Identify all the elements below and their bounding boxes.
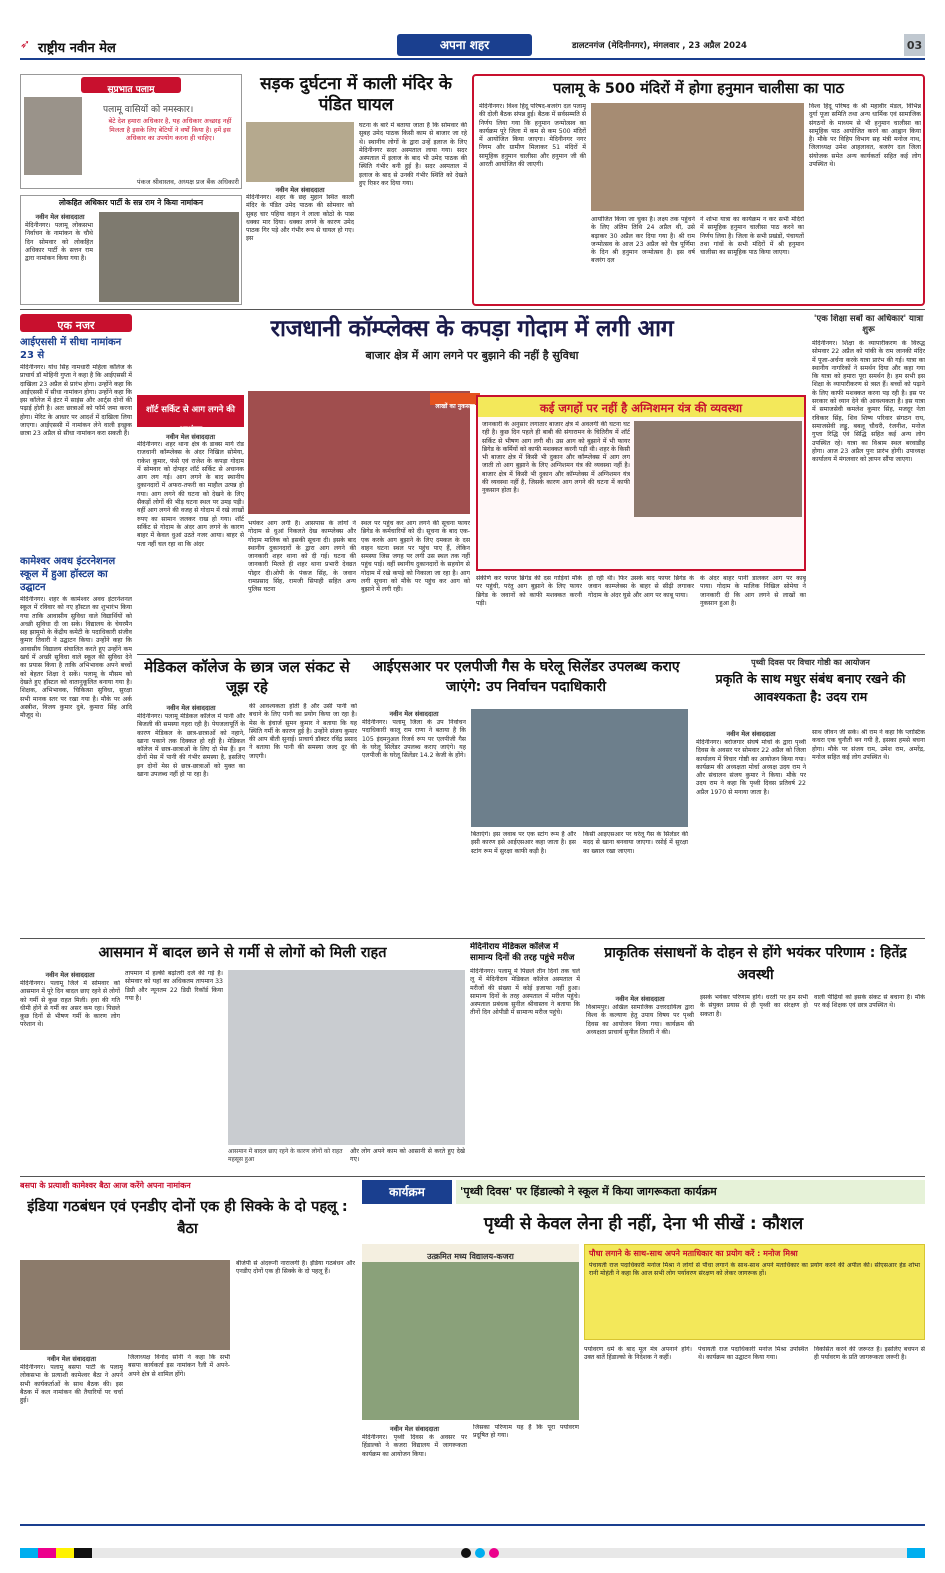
section-banner: अपना शहर — [397, 34, 532, 56]
fire-tail3: के अंदर बाहर पानी डालकर आग पर काबू पाया। गोदाम के मालिक निखिल सोमेया ने जानकारी दी कि आग लगने से लाखों का नुकसान हुआ है। — [700, 575, 806, 607]
fire-col2: भयंकर आग लगी है। आसपास के लोगों ने गोदाम से धुआं निकलते देख काम्प्लेक्स और गोदाम मालिक को इसकी सूचना दी। इसके बाद स्थानीय दुकानदारों के द्वारा आग लगने की जानकारी शहर थाना को दी गई। घटना की जानकारी मिलते ही शहर थाना प्रभारी देवव्रत पोद्दार दी।ओपी के पंकज सिंह, के जवान रामप्रसाद सिंह, रामजी सिपाही सहित अन्य पुलिस घटना — [248, 520, 356, 594]
hostel-headline: कामेश्वर अवध इंटरनेशनल स्कूल में हुआ हॉस्टल का उद्घाटन — [20, 556, 116, 593]
lpg-col3: किसी आइएसआर पर घरेलू गैस के सिलेंडर की मदद से खाना बनवाया जाएगा। रसोई में सुरक्षा का ख्याल रखा जाएगा। — [583, 831, 688, 855]
medical-headline: मेडिकल कॉलेज के छात्र जल संकट से जूझ रहे — [144, 658, 350, 696]
suprabhat-title: सुप्रभात पलामू — [81, 77, 181, 93]
isc-headline: आईएससी में सीधा नामांकन 23 से — [20, 337, 122, 361]
india-headline: इंडिया गठबंधन एवं एनडीए दोनों एक ही सिक्के के दो पहलू : बैठा — [27, 1199, 348, 1237]
india-byline: नवीन मेल संवाददाता — [47, 1355, 96, 1363]
medinirai-article — [470, 942, 580, 1174]
yellow-swatch — [56, 1548, 74, 1558]
ek-nazar-label: एक नजर — [20, 314, 132, 332]
hitendra-article — [586, 942, 925, 1174]
aasman-tail: और लोग अपने काम को आसानी से करते हुए देखे गए। — [350, 1148, 465, 1164]
fire-subhead: बाजार क्षेत्र में आग लगने पर बुझाने की नहीं है सुविधा — [365, 349, 579, 362]
portrait-photo — [24, 97, 82, 175]
accident-col1: मेदिनीनगर। शहर के छह मुहान स्थित काली मंदिर के पंडित उमेद पाठक की सोमवार को सुबह चार पहिया वाहन ने लाला कोठो के पास धक्का मार दिया। धक्का लगने के कारण उमेद पाठक गिर पड़े और गंभीर रूप से घायल हो गए। इस — [246, 194, 354, 243]
fire-byline: नवीन मेल संवाददाता — [166, 433, 215, 441]
black-swatch — [74, 1548, 92, 1558]
hanuman-col4: विश्व हिंदू परिषद के श्री महावीर मंडल, विभिन्न दुर्गा पूजा समिति तथा अन्य धार्मिक एवं सामाजिक संगठनों के माध्यम से भी हनुमान चालीसा का सामूहिक पाठ आयोजित करने का आह्वान किया है। मौके पर विहिप विभाग सह मंत्री मनोज नाथ, जिलाध्यक्ष उमेश आहलावत, बजरंग दल जिला संयोजक समेत अन्य कार्यकर्ता सहित कई लोग उपस्थित थे। — [809, 103, 921, 169]
lpg-col1: मेदिनीनगर। पलामू जिला के उप निर्वाचन पदाधिकारी कालू राम राणा ने बताया है कि 105 इंदमनुअल रिजर्व रूप पर एलपीजी गैस के घरेलू सिलेंडर उपलब्ध कराए जाएंगे। यह एलपीजी के घरेलू सिलेंडर 14.2 केजी के होंगे। — [362, 719, 466, 760]
meeting-photo — [591, 103, 804, 211]
shiksha-article — [812, 314, 925, 654]
fire-headline: राजधानी कॉम्प्लेक्स के कपड़ा गोदाम में लगी आग — [270, 316, 674, 342]
registration-strip — [20, 1548, 925, 1558]
accident-byline: नवीन मेल संवाददाता — [275, 186, 325, 194]
divider — [20, 1524, 925, 1526]
karyakram-col4: पंचायती राज पदाधिकारी मनोज मिश्रा उपस्थित थे। कार्यक्रम का उद्घाटन किया गया। — [698, 1346, 808, 1362]
divider — [137, 654, 925, 655]
india-pre: बसपा के प्रत्याशी कामेश्वर बैठा आज करेंगे अपना नामांकन — [20, 1181, 191, 1190]
medinirai-body: मेदिनीनगर। पलामू में पिछले तीन दिनों तक चले लू में मेदिनीराय मेडिकल कॉलेज अस्पताल में मरीजों की संख्या में कोई इजाफा नहीं हुआ। सामान्य दिनों के तरह अस्पताल में मरीज पहुंचे। अस्पताल प्रबंधक सुनील श्रीवास्तव ने बताया कि तीनों दिन ओपीडी में सामान्य मरीज पहुंचे। — [470, 968, 580, 1017]
fire-safety-box — [476, 395, 806, 571]
cyan-swatch — [20, 1548, 38, 1558]
aasman-article — [20, 942, 465, 1174]
prakriti-article — [696, 657, 925, 937]
voter-box-body: पंचायती राज पदाधिकारी मनोज मिश्रा ने लोगों से पौधा लगाने के साथ-साथ अपने मताधिकार का प्रयोग करने की अपील की। सीएसआर हेड शोभा रानी मोहंती ने कहा कि आज सभी लोग पर्यावरण संरक्षण को लेकर जागरूक हों। — [589, 1262, 920, 1278]
lpg-article — [362, 657, 690, 937]
hitendra-col3: वाली पीढ़ियों को इसके संकट से बचाना है। मौके पर कई शिक्षक एवं छात्र उपस्थित थे। — [814, 994, 925, 1010]
aasman-caption: आसमान में बादल छाए रहने के कारण लोगों को राहत महसूस हुआ — [228, 1148, 343, 1163]
aasman-headline: आसमान में बादल छाने से गर्मी से लोगों को मिली राहत — [98, 945, 387, 961]
fire-safety-banner: कई जगहों पर नहीं है अग्निशमन यंत्र की व्यवस्था — [478, 397, 804, 417]
prakriti-byline: नवीन मेल संवाददाता — [726, 730, 776, 738]
magenta-swatch — [489, 1548, 499, 1558]
lpg-headline: आईएसआर पर एलपीजी गैस के घरेलू सिलेंडर उपलब्ध कराए जाएंगे: उप निर्वाचन पदाधिकारी — [372, 659, 680, 695]
fire-article — [137, 313, 807, 653]
karyakram-col1: मेदिनीनगर। पृथ्वी दिवस के अवसर पर हिंडाल्को ने कजरा विद्यालय में जागरूकता कार्यक्रम का आयोजन किया। — [362, 1434, 467, 1458]
officer-photo — [471, 709, 688, 827]
suprabhat-person: पंकज श्रीवास्तव, अध्यक्ष प्रज बैंक अधिकारी — [136, 178, 239, 186]
suprabhat-greeting: पलामू वासियों को नमस्कार। — [103, 105, 194, 115]
suprabhat-box — [20, 74, 242, 189]
hanuman-article — [472, 74, 925, 306]
lpg-col2: बिताएंगे। इस जवाब पर एक स्टांग रूम है और इसी कारण इसे आईएसआर कहा जाता है। इस स्टांग रूम में सुरक्षा काफी कड़ी है। — [471, 831, 576, 855]
divider — [20, 309, 925, 310]
hitendra-byline: नवीन मेल संवाददाता — [615, 995, 665, 1003]
ek-nazar-sidebar — [20, 314, 132, 934]
lpg-byline: नवीन मेल संवाददाता — [389, 710, 439, 718]
magenta-swatch — [38, 1548, 56, 1558]
prakriti-col2: साथ जीवन जी सकें। श्री राम ने कहा कि प्लास्टिक कचरा एक चुनौती बन गयी है, इसका हमसे बचना होगा। मौके पर संजय राम, उमेश राम, अमरेंद्र, मनोज सहित कई लोग उपस्थित थे। — [812, 729, 925, 761]
fire-tail1: संकीर्ण कर फायर ब्रिगेड की दस गाड़ियां मौके पर पहुंची, परंतु आग बुझाने के लिए फायर ब्रिगेड के जवानों को काफी मशक्कत करनी पड़ी। — [476, 575, 582, 607]
india-col3: बीजेपी से अंदरूनी नाराजगी है। इंडिया गठबंधन और एनडीए दोनों एक ही सिक्के के दो पहलू हैं। — [236, 1260, 355, 1276]
lokhit-byline: नवीन मेल संवाददाता — [35, 213, 85, 221]
short-circuit-label: शॉर्ट सर्किट से आग लगने की आशंका — [137, 395, 244, 427]
karyakram-label: कार्यक्रम — [362, 1180, 452, 1204]
masthead — [20, 34, 925, 60]
injured-photo — [246, 122, 354, 182]
accident-article — [246, 74, 468, 306]
hitendra-col1: विश्रामपुर। अखिल सामाजिक उत्तरदायित्व द्वारा विश्व के कल्याण हेतु उपाय विषय पर पृथ्वी दिवस का आयोजन किया गया। कार्यक्रम की अध्यक्षता प्राचार्य सुनील तिवारी ने की। — [586, 1004, 694, 1036]
hostel-body: मेदिनीनगर। शहर के कामेश्वर अवध इंटरनेशनल स्कूल में रविवार को नए हॉस्टल का शुभारंभ किया गया ताकि आवासीय सुविधा वाले विद्यार्थियों को अच्छी सुविधा दी जा सके। विद्यालय के चेयरमैन सह झामुमो के केंद्रीय कमेटी के पदाधिकारी संजीव कुमार तिवारी ने उद्घाटन किया। उन्होंने कहा कि आवासीय विद्यालय संचालित करते हुए उन्होंने कम खर्च में अच्छी सुविधा वाले स्कूल की सुविधा देने का प्रयास किया है ताकि अभिभावक अपने बच्चों को बेहतर शिक्षा दे सकें। पलामू के मौसम को देखते हुए हॉस्टल को वातानुकूलित बनाया गया है। शिक्षक, अभिभावक, चिकित्सा सुविधा, सुरक्षा सभी मानक स्तर पर रखा गया है। मौके पर अर्क अस्त्रीश, विजय कुमार दुबे, कुमारा सिंह आदि मौजूद थे। — [20, 596, 132, 720]
fire-tail2: हो रही थी। फिर उसके बाद फायर ब्रिगेड के जवान काम्प्लेक्स के बाहर से सीढ़ी लगाकर गोदाम के अंदर घुसे और आग पर काबू पाया। — [588, 575, 694, 599]
karyakram-col3: पर्यावरण धर्म के बाद मूल मंत्र अपनाने होंगे। उक्त बातें हिंडाल्को के निदेशक ने कहीं। — [584, 1346, 692, 1362]
cyan-swatch — [907, 1548, 925, 1558]
prakriti-pre: पृथ्वी दिवस पर विचार गोष्ठी का आयोजन — [751, 658, 870, 667]
prakriti-col1: मेदिनीनगर। बरोजगार संघर्ष मोर्चा के द्वारा पृथ्वी दिवस के अवसर पर सोमवार 22 अप्रैल को जिला कार्यालय में विचार गोष्ठी का आयोजन किया गया। कार्यक्रम की अध्यक्षता मोर्चा अध्यक्ष उदय राम ने और संचालन संजय कुमार ने किया। मौके पर उदय राम ने कहा कि पृथ्वी दिवस प्रतिवर्ष 22 अप्रैल 1970 से मनाया जाता है। — [696, 739, 806, 796]
karyakram-byline: नवीन मेल संवाददाता — [390, 1425, 439, 1433]
hitendra-headline: प्राकृतिक संसाधनों के दोहन से होंगे भयंकर परिणाम : हितेंद्र अवस्थी — [604, 945, 907, 983]
paper-name: राष्ट्रीय नवीन मेल — [38, 41, 116, 56]
register-mark-icon — [461, 1548, 471, 1558]
voter-box — [584, 1244, 925, 1340]
fire-crowd-photo — [634, 421, 802, 517]
medical-col2: की आवश्यकता होती है और उसी पानी को बचाने के लिए पानी का प्रयोग किया जा रहा है। मेस के इंचार्ज सुमन कुमार ने बताया कि यह स्थिति गर्मी के कारण हुई है। उन्होंने संजय कुमार की आप बीती सुनाई। प्राचार्य डॉक्टर रविंद्र प्रसाद ने बताया कि पानी की समस्या जल्द दूर की जाएगी। — [249, 703, 357, 760]
hanuman-headline: पलामू के 500 मंदिरों में होगा हनुमान चालीसा का पाठ — [553, 81, 844, 97]
school-photo — [362, 1244, 579, 1420]
shiksha-body: मेदिनीनगर। शिक्षा के व्यापारीकरण के विरुद्ध सोमवार 22 अप्रैल को पांकी के राम जानकी मंदिर में पूजा-अर्चना करके यात्रा प्रारंभ की गई। यात्रा का स्थानीय नागरिकों ने समर्थन दिया और कहा गया कि यात्रा को हमारा पूरा समर्थन है। हम सभी इस शिक्षा के व्यापारीकरण से त्रस्त हैं। बच्चों को पढ़ाने के लिए काफी मशक्कत करना पड़ रही है। इस पर सरकार को ध्यान देने की आवश्यकता है। इस यात्रा में समाजसेवी कमलेश कुमार सिंह, मजदूर नेता रविकार सिंह, शिव शिष्य परिवार संगठन राय, समाजसेवी लड्डु, बबलू चौधरी, रंजनीश, मनोज गुप्ता रिद्धि एवं सिद्धि सहित कई अन्य लोग उपस्थित रहे। यात्रा का विश्राम स्थल बरवाडीह होगा। आज 23 अप्रैल पुनः प्रारंभ होगी। उपाध्यक्ष कार्यालय में मंगलवार को ज्ञापन सौंपा जाएगा। — [812, 340, 925, 464]
fire-col1: मेदिनीनगर। शहर थाना क्षेत्र के डाक्स मार्ग रोड राजधानी कॉम्प्लेक्स के अंदर निखिल सोमेया, राकेश कुमार, फंसे एवं राजेश के कपड़ा गोदाम में सोमवार को दोपहर शॉर्ट सर्किट से अचानक आग लग गई। आग लगने के बाद स्थानीय दुकानदारों में अफरा-तफरी का माहौल उत्पन्न हो गया। आग लगने की घटना को देखने के लिए सैकड़ों लोगों की भीड़ घटना स्थल पर उमड़ पड़ी। वहीं आग लगने की वजह से गोदाम में रखे लाखों रुपए का सामान जलकर राख हो गया। शॉर्ट सर्किट से गोदाम के अंदर आग लगने के कारण बाहर में केवल धुआं उठते नजर आया। बाहर से पता नहीं चल रहा था कि अंदर — [137, 441, 244, 548]
fire-safety-body: जानकारी के अनुसार लगातार बाजार क्षेत्र में अवलगी की घटना घट रही है। कुछ दिन पहले ही बाबी की संगारामन के चितिरीय में शॉर्ट सर्किट से भीषण आग लगी थी। उस आग को बुझाने में भी फायर ब्रिगेड के कर्मियों को काफी मशक्कत करनी पड़ी थी। शहर के किसी भी बाजार क्षेत्र में किसी भी दुकान और कॉम्प्लेक्स में आग लग जाती तो आग बुझाने के लिए अग्निशमन यंत्र की व्यवस्था नहीं है। बाजार क्षेत्र में किसी भी दुकान और कॉम्प्लेक्स में अग्निशमन यंत्र की व्यवस्था नहीं है, जिसके कारण आग लगने की घटना में काफी नुकसान होता है। — [482, 421, 630, 495]
candidate-photo — [20, 1260, 230, 1350]
damage-tag: लाखों का नुकसान — [430, 393, 480, 405]
karyakram-col2: जिसका परिणाम यह है कि पूरा पर्यावरण प्रदूषित हो गया। — [473, 1424, 579, 1440]
bird-logo-icon: ➶ — [20, 37, 31, 51]
lokhit-article — [20, 195, 242, 305]
accident-col2: घटना के बारे में बताया जाता है कि सोमवार की सुबह उमेद पाठक किसी काम से बाजार जा रहे थे। स्थानीय लोगों के द्वारा उन्हें इलाज के लिए मेदिनीनगर सदर अस्पताल लाया गया। सदर अस्पताल में इलाज के बाद भी उमेद पाठक की स्थिति गंभीर बनी हुई है। सदर अस्पताल में इलाज के बाद से उनकी गंभीर स्थिति को देखते हुए रिफ़र कर दिया गया। — [359, 122, 467, 188]
lokhit-body: मेदिनीनगर। पलामू लोकसभा निर्वाचन के नामांकन के चौथे दिन सोमवार को लोकहित अधिकार पार्टी के सत्तन राम द्वारा नामांकन किया गया है। — [25, 222, 93, 263]
hitendra-col2: इसके भयंकर परिणाम होंगे। धरती पर हम सभी के संयुक्त प्रयास से ही पृथ्वी का संरक्षण हो सकता है। — [700, 994, 808, 1018]
prakriti-headline: प्रकृति के साथ मधुर संबंध बनाए रखने की आवश्यकता है: उदय राम — [715, 671, 906, 704]
dateline: डालटनगंज (मेदिनीनगर), मंगलवार , 23 अप्रैल 2024 — [572, 41, 747, 51]
karyakram-article — [362, 1180, 925, 1520]
aasman-col1: मेदिनीनगर। पलामू जिले में सोमवार को आसमान में पूरे दिन बादल छाए रहने से लोगों को गर्मी से कुछ राहत मिली। हवा की गति धीमी होने से गर्मी का असर कम रहा। पिछले कुछ दिनों से भीषण गर्मी के कारण लोग परेशान थे। — [20, 980, 120, 1029]
suprabhat-message: बेटे देश हमारा अधिकार है, यह अधिकार अच्छाइ नहीं मिलता है इसके लिए बेटियों ने वर्षों किया है। हमें इस अधिकार का उपयोग करना ही चाहिए। — [108, 117, 232, 143]
fire-col3: स्थल पर पहुंच कर आग लगने की सूचना फायर ब्रिगेड के कर्मचारियों को दी। सूचना के बाद एक-एक करके आग बुझाने के लिए दमकल के दस वाहन घटना स्थल पर पहुंच पाए हैं, लेकिन समस्या जिस जगह पर लगी उस स्थल तक नहीं पहुंच पाई। वहीं स्थानीय दुकानदारों के सहयोग से गोदाम में रखे कपड़े को निकाला जा रहा है। आग लगी सूचना को मौके पर पहुंच कर आग को बुझाने में लगी रही। — [361, 520, 470, 594]
hanuman-col1: मेदिनीनगर। विश्व हिंदू परिषद-बजरंग दल पलामू की दोली बैठक संपन्न हुई। बैठक में सर्वसम्मति से निर्णय लिया गया कि हनुमान जन्मोत्सव का कार्यक्रम पूरे जिला में कम से कम 500 मंदिरों में आयोजित किया जाएगा। मेदिनीनगर नगर निगम और ग्रामीण मिलाकर 51 मंदिरों में सामूहिक हनुमान चालीसा और हनुमान जी की आरती आयोजित की जाएगी। — [479, 103, 586, 169]
accident-headline: सड़क दुर्घटना में काली मंदिर के पंडित घायल — [260, 74, 452, 115]
divider — [20, 938, 925, 939]
india-col1: मेदिनीनगर। पलामू बसपा पार्टी के पलामू लोकसभा के प्रत्याशी कामेश्वर बैठा ने अपने सभी कार्यकर्ताओं के साथ बैठक की। इस बैठक में कल नामांकन की तैयारियों पर चर्चा हुई। — [20, 1364, 123, 1405]
isc-body: मेदिनीनगर। योध सिंह नामधारी महिला कॉलेज के प्राचार्य डॉ मोहिनी गुप्ता ने कहा है कि आईएससी में दाखिला 23 अप्रैल से प्रारंभ होगा। उन्होंने कहा कि आईएससी में सीधा नामांकन होगा। उन्होंने कहा कि इस कॉलेज में इंटर में साइंस और आर्ट्स दोनों की पढ़ाई होती है। अतः छात्राओं को फॉर्म जमा करना होगा। मेरिट के आधार पर आदर्श में दाखिला लिया जाएगा। आईएससी में नामांकन लेने वाली इच्छुक छात्रा 23 अप्रैल से सीधा नामांकन करा सकती हैं। — [20, 364, 132, 438]
shiksha-headline: 'एक शिक्षा सबों का अधिकार' यात्रा शुरू — [813, 314, 924, 335]
karyakram-col5: विकसित करने की जरूरत है। इसलिए बचपन से ही पर्यावरण के प्रति जागरूकता जरूरी है। — [814, 1346, 925, 1362]
school-sign: उत्क्रमित मध्य विद्यालय-कजरा — [362, 1244, 579, 1262]
aasman-col2: तापमान में हल्की बढ़ोतरी दर्ज की गई है। सोमवार को यहां का अधिकतम तापमान 33 डिग्री और न्यूनतम 22 डिग्री रिकॉर्ड किया गया है। — [125, 970, 223, 1002]
medinirai-headline: मेदिनीराय मेडिकल कॉलेज में सामान्य दिनों की तरह पहुंचे मरीज — [470, 942, 575, 963]
karyakram-headline: पृथ्वी से केवल लेना ही नहीं, देना भी सीखें : कौशल — [483, 1214, 804, 1234]
medical-col1: मेदिनीनगर। पलामू मेडिकल कॉलेज में पानी और बिजली की समस्या गहरा रही है। पेयजलापूर्ति के कारण मेडिकल के छात्र-छात्राओं को नहाने, खाना पकाने तक दिक्कत हो रही है। मेडिकल कॉलेज में छात्र-छात्राओं के लिए दो मेस हैं। इन दोनों मेस में पानी की गंभीर समस्या है, इसलिए इन दोनों मेस से छात्र-छात्राओं को मुक्त का खाना उपलब्ध नहीं हो पा रहा है। — [137, 713, 245, 779]
nomination-photo — [99, 212, 239, 302]
karyakram-pre: 'पृथ्वी दिवस' पर हिंडाल्को ने स्कूल में किया जागरूकता कार्यक्रम — [456, 1180, 925, 1204]
india-col2: जिलाध्यक्ष विनोद सोनी ने कहा कि सभी बसपा कार्यकर्ता इस नामांकन रैली में अपने-अपने क्षेत्र से शामिल होंगे। — [128, 1354, 230, 1378]
aasman-byline: नवीन मेल संवाददाता — [45, 971, 95, 979]
divider — [20, 1176, 925, 1177]
medical-article — [137, 657, 357, 937]
lokhit-headline: लोकहित अधिकार पार्टी के सन्न राम ने किया नामांकन — [58, 198, 204, 207]
medical-byline: नवीन मेल संवाददाता — [166, 704, 216, 712]
hanuman-col2: आयोजित किया जा चुका है। लक्ष्य तक पहुंचने के लिए अंतिम तिथि 24 अप्रैल थी, उसे बढ़ाकर 30 अप्रैल कर दिया गया है। श्री राम जन्मोत्सव के आज 23 अप्रैल को चैत्र पूर्णिमा के दिन श्री हनुमान जन्मोत्सव है। इस वर्ष बजरंग दल — [591, 216, 695, 265]
voter-box-head: पौधा लगाने के साथ-साथ अपने मताधिकार का प्रयोग करें : मनोज मिश्रा — [589, 1249, 798, 1258]
india-article — [20, 1180, 355, 1520]
cloudy-sky-photo — [228, 970, 465, 1145]
cyan-swatch — [475, 1548, 485, 1558]
hanuman-col3: ने शोभा यात्रा का कार्यक्रम न कर सभी मंदिरों में सामूहिक हनुमान चालीसा पाठ करने का निर्णय लिया है। जिला के सभी प्रखंडों, पंचायतों तथा गांवों के सभी मंदिरों में श्री हनुमान चालीसा का सामूहिक पाठ किया जाएगा। — [700, 216, 804, 257]
page-number: 03 — [904, 34, 925, 56]
